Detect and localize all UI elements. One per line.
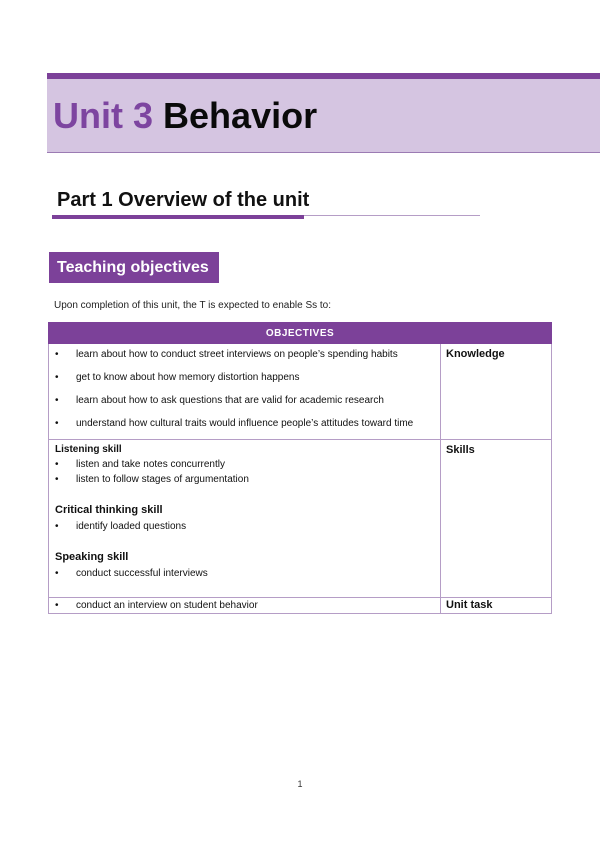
critical-thinking-skill-label: Critical thinking skill [55, 504, 163, 516]
list-item: • identify loaded questions [55, 520, 434, 533]
page-number: 1 [297, 779, 303, 789]
part-rule-thick [52, 215, 304, 219]
objectives-table [48, 322, 552, 614]
unit-title [53, 92, 317, 140]
list-item: • get to know about how memory distortion happens [55, 371, 434, 384]
unit-name: Behavior [163, 95, 318, 136]
knowledge-category: Knowledge [446, 348, 505, 360]
list-item: • listen to follow stages of argumentation [55, 473, 434, 486]
list-item: • listen and take notes concurrently [55, 458, 434, 471]
list-item: • learn about how to ask questions that are valid for academic research [55, 394, 434, 407]
knowledge-row [48, 344, 552, 440]
list-item: • learn about how to conduct street interviews on people’s spending habits [55, 348, 434, 361]
intro-text: Upon completion of this unit, the T is expected to enable Ss to: [54, 300, 332, 311]
knowledge-items [49, 344, 441, 439]
objectives-header: OBJECTIVES [48, 322, 552, 344]
unit-number: Unit 3 [53, 95, 154, 136]
unit-task-category: Unit task [446, 599, 493, 611]
unit-task-row [48, 598, 552, 614]
list-item: • conduct an interview on student behavior [55, 599, 434, 612]
speaking-skill-label: Speaking skill [55, 551, 129, 563]
section-heading: Teaching objectives [49, 252, 219, 283]
list-item: • conduct successful interviews [55, 567, 434, 580]
list-item: • understand how cultural traits would influence people’s attitudes toward time [55, 417, 434, 430]
skills-row [48, 440, 552, 598]
part-title: Part 1 Overview of the unit [57, 189, 310, 211]
unit-task-items [49, 598, 441, 613]
listening-skill-label: Listening skill [55, 444, 122, 455]
skills-category: Skills [446, 444, 475, 456]
skills-items [49, 440, 441, 597]
